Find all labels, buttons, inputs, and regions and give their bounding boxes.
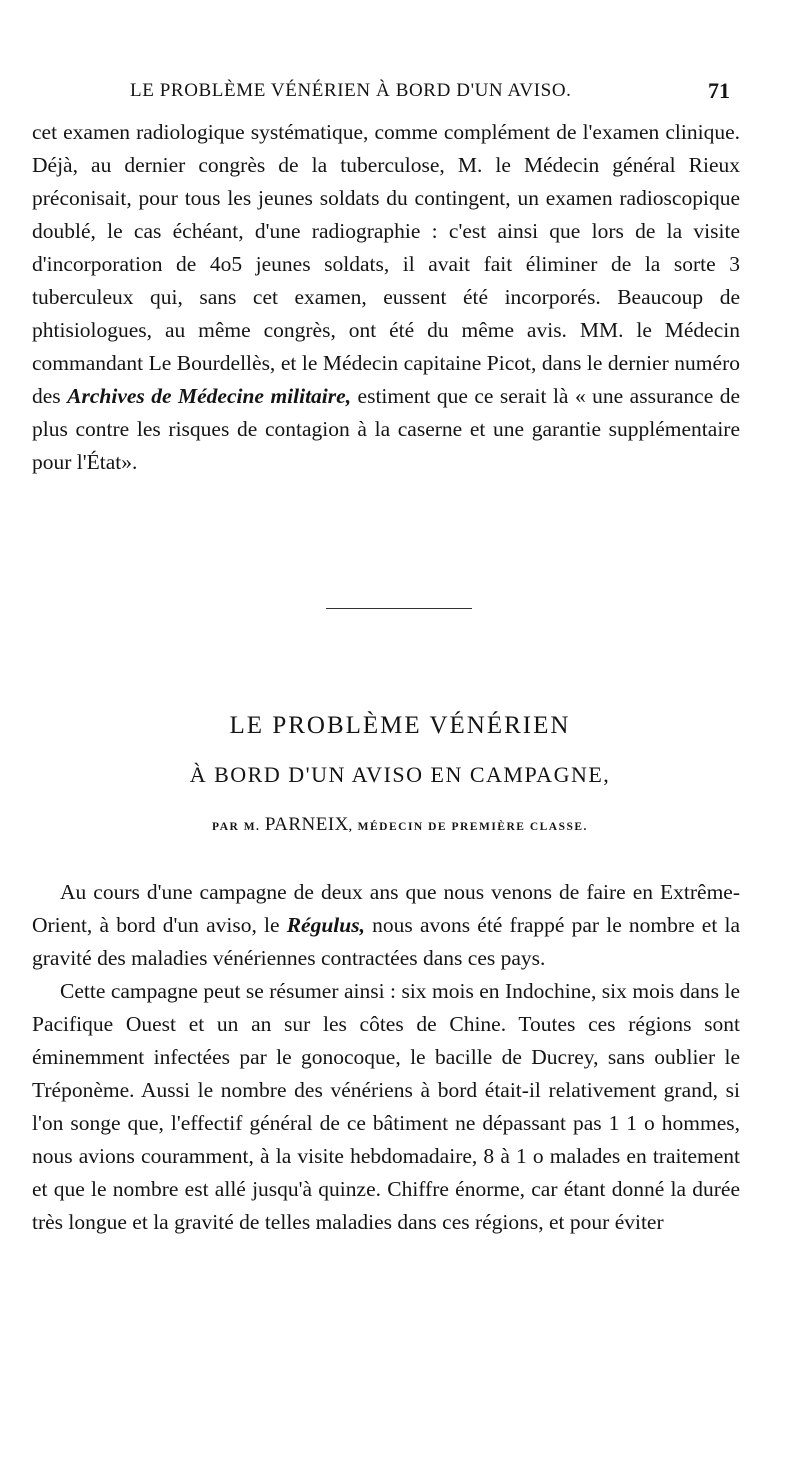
running-head-title: LE PROBLÈME VÉNÉRIEN À BORD D'UN AVISO. [130, 80, 572, 101]
article-subtitle: À BORD D'UN AVISO EN CAMPAGNE, [189, 762, 611, 787]
article-body [32, 876, 740, 1239]
journal-name: Archives de Médecine militaire, [67, 384, 352, 408]
paragraph-text: nous avons été frappé par le nombre et la gravité des maladies vénériennes contractées dans ces pays. [32, 913, 740, 970]
running-head [0, 74, 800, 114]
previous-article-text [32, 116, 740, 479]
author-name: PARNEIX [264, 814, 349, 835]
paragraph-text: estiment que ce serait là « une assurance de plus contre les risques de contagion à la caserne et une garantie supplémentaire pour l'État». [32, 384, 740, 474]
paragraph-text: Au cours d'une campagne de deux ans que nous venons de faire en Extrême-Orient, à bord d'un aviso, le [32, 880, 740, 937]
byline-prefix: PAR M. [212, 821, 265, 833]
paragraph: Cette campagne peut se résumer ainsi : six mois en Indochine, six mois dans le Pacifique Ouest et un an sur les côtes de Chine. Toutes ces régions sont éminemment infectées par le gonocoque, le bacille de Ducrey, sans oublier le Tréponème. Aussi le nombre des vénériens à bord était-il relativement grand, si l'on songe que, l'effectif général de ce bâtiment ne dépassant pas 1 1 o hommes, nous avions couramment, à la visite hebdomadaire, 8 à 1 o malades en traitement et que le nombre est allé jusqu'à quinze. Chiffre énorme, car étant donné la durée très longue et la gravité de telles maladies dans ces régions, et pour éviter [32, 979, 740, 1234]
paragraph [32, 876, 740, 975]
paragraph [32, 116, 740, 479]
paragraph-text: cet examen radiologique systématique, comme complément de l'examen clinique. Déjà, au dernier congrès de la tuberculose, M. le Médecin général Rieux préconisait, pour tous les jeunes soldats du contingent, un examen radioscopique doublé, le cas échéant, d'une radiographie : c'est ainsi que lors de la visite d'incorporation de 4o5 jeunes soldats, il avait fait éliminer de la sorte 3 tuberculeux qui, sans cet examen, eussent été incorporés. Beaucoup de phtisiologues, au même congrès, ont été du même avis. MM. le Médecin commandant Le Bourdellès, et le Médecin capitaine Picot, dans le dernier numéro des [32, 120, 740, 408]
article-title: LE PROBLÈME VÉNÉRIEN [229, 712, 571, 739]
byline-suffix: , MÉDECIN DE PREMIÈRE CLASSE. [348, 821, 588, 833]
section-separator-rule [326, 608, 472, 609]
ship-name: Régulus, [286, 913, 365, 937]
article-byline [0, 814, 800, 836]
page-number: 71 [708, 78, 730, 103]
